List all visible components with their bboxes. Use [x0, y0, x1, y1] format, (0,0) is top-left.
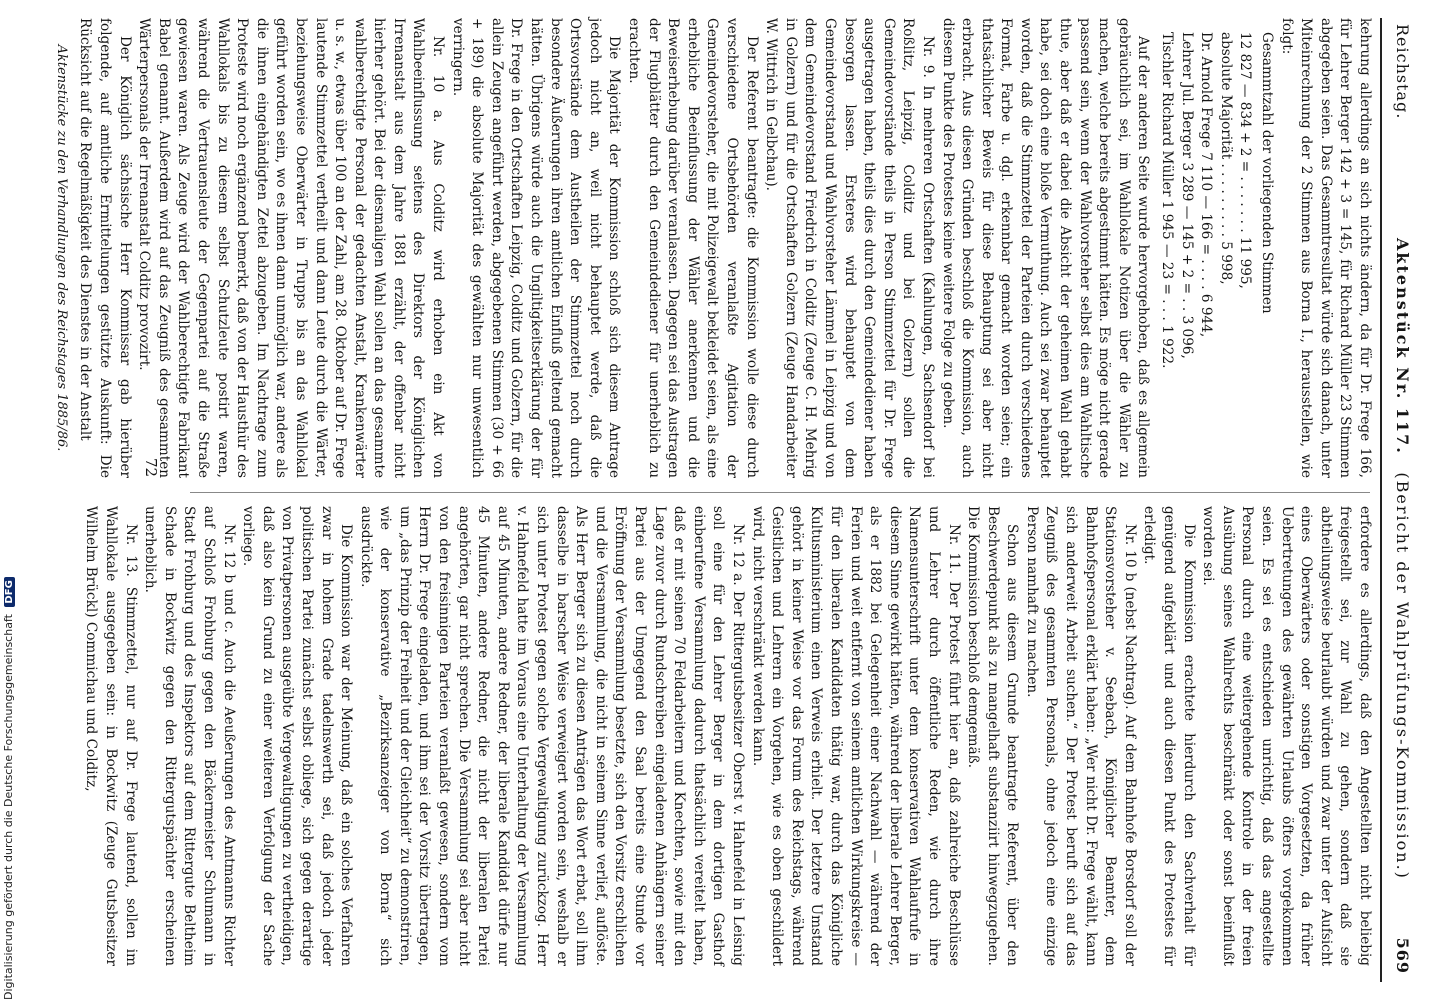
paragraph: kehrung allerdings an sich nichts ändern, da für Dr. Frege 166, für Lehrer Berger 142 + 3 = 145, für Richard Müller 23 Stimmen abgegeben seien. Das Gesammtresultat würde sich danach, unter Miteinrechnung der 2 Stimmen aus Borna I., herausstellen, wie folgt: [1278, 18, 1373, 478]
paragraph: Schon aus diesem Grunde beantragte Referent, über den Beschwerdepunkt als zu mangelhaft substanziirt hinwegzugehen. Die Kommission beschloß demgemäß. [965, 506, 1021, 966]
header-subtitle: (Bericht der Wahlprüfungs-Kommission.) [1393, 472, 1412, 880]
vote-row: Tischler Richard Müller 1 945 — 23 = . . . 1 922. [1159, 32, 1176, 369]
paragraph: Nr. 9. In mehreren Ortschaften (Kahlungen, Sachsendorf bei Roßlitz, Leipzig, Colditz und bei Golzern) sollen die Gemeindevorstände theils in Person Stimmzettel für Dr. Frege ausgetragen haben, theils dies durch den Gemeindediener haben besorgen lassen. Ersteres wird behauptet von dem Gemeindevorstand und Wahlvorsteher Lämmel in Leipzig und von dem Gemeindevorstand Friedrich in Colditz (Zeuge C. H. Mehrig in Golzern) und für die Ortschaften Golzern (Zeuge Handarbeiter W. Wittrich in Gelbchau). [763, 18, 936, 478]
paragraph: erfordere es allerdings, daß den Angestellten nicht beliebig freigestellt sei, zur Wahl zu gehen, sondern daß sie abtheilungsweise beurlaubt würden und zwar unter der Aufsicht eines Oberwärters oder sonstigen Vorgesetzten, da früher Uebertretungen des gewährten Urlaubs öfters vorgekommen seien. Es sei es entschieden unrichtig, daß das angestellte Personal durch eine weitergehende Kontrole in der freien Ausübung seines Wahlrechts beschränkt oder sonst beeinflußt worden sei. [1200, 506, 1373, 966]
paragraph: Nr. 10 a. Aus Colditz wird erhoben ein Akt von Wahlbeeinflussung seitens des Direktors der Königlichen Irrenanstalt aus dem Jahre 1881 erzählt, der offenbar nicht hierher gehört. Bei der diesmaligen Wahl sollen an das gesammte wahlberechtigte Personal der gedachten Anstalt, Krankenwärter u. s. w., etwas über 100 an der Zahl, am 28. Oktober auf Dr. Frege lautende Stimmzettel vertheilt und dann Leute durch die Wärter, beziehungsweise Oberwärter in Trupps bis an das Wahllokal geführt worden sein, wo es ihnen dann unmöglich war, andere als die ihnen eingehändigten Zettel abzugeben. Im Nachtrage zum Proteste wird noch ergänzend bemerkt, daß von der Hausthür des Wahllokals bis zu diesem selbst Schutzleute postirt waren, während die Vertrauensleute der Gegenpartei auf die Straße gewiesen waren. Als Zeuge wird der Wahlberechtigte Fabrikant Babel genannt. Außerdem wird auf das Zeugniß des gesammten Wärterpersonals der Irrenanstalt Colditz provozirt. [136, 18, 447, 478]
paragraph: Nr. 11. Der Protest führt hier an, daß zahlreiche Beschlüsse und Lehrer durch öffentliche Reden, wie durch ihre Namensunterschrift unter dem konservativen Wahlaufrufe in diesem Sinne gewirkt hätten, während der liberale Lehrer Berger, als er 1882 bei Gelegenheit einer Nachwahl — während der Ferien und weit entfernt von seinem amtlichen Wirkungskreise — für den liberalen Kandidaten thätig war, durch das Königliche Kultusministerium einen Verweis erhielt. Der letztere Umstand gehört in keiner Weise vor das Forum des Reichstags, während Geistlichen und Lehrern ein Vorgehen, wie es oben geschildert wird, nicht verschränkt werden kann. [749, 506, 962, 966]
paragraph: Der Königlich sächsische Herr Kommissar gab hierüber folgende, auf amtliche Ermittelungen gestützte Auskunft: Die Rücksicht auf die Regelmäßigkeit des Dienstes in der Anstalt [77, 18, 133, 478]
paragraph: Nr. 13. Stimmzettel, nur auf Dr. Frege lautend, sollen im Wahllokale ausgegeben sein: in Bockwitz (Zeuge Gutsbesitzer Wilhelm Brückl) Commichau und Colditz, [83, 506, 139, 966]
paragraph: Der Referent beantragte: die Kommission wolle diese durch verschiedene Ortsbehörden veranlaßte Agitation der Gemeindevorsteher, die mit Polizeigewalt bekleidet seien, als eine erhebliche Beeinflussung der Wähler anerkennen und die Beweiserhebung darüber veranlassen. Dagegen sei das Austragen der Flugblätter durch den Gemeindediener für unerheblich zu erachten. [626, 18, 760, 478]
digitization-text: Digitalisierung gefördert durch die Deutsche Forschungsgemeinschaft [2, 614, 15, 1000]
dfg-logo: DFG [4, 577, 15, 606]
page-header [1384, 18, 1418, 982]
paragraph: Nr. 10 b (nebst Nachtrag). Auf dem Bahnhofe Borsdorf soll der Stationsvorsteher v. Seebach, Königlicher Beamter, dem Bahnhofspersonal erklärt haben: „Wer nicht Dr. Frege wählt, kann sich anderweit Arbeit suchen.“ Der Protest beruft sich auf das Zeugniß des gesammten Personals, ohne jedoch eine einzige Person namhaft zu machen. [1023, 506, 1138, 966]
header-left: Reichstag. [1393, 24, 1412, 120]
paragraph: Gesammtzahl der vorliegenden Stimmen [1259, 32, 1276, 314]
column-rule [190, 492, 1370, 493]
page-number: 72 [142, 458, 160, 478]
header-title: Aktenstück Nr. 117. [1393, 238, 1412, 455]
header-center [1393, 238, 1412, 880]
vote-row: Dr. Arnold Frege 7 110 — 166 = . . . . 6 944, [1198, 32, 1215, 338]
paragraph: Die Kommission erachtete hierdurch den Sachverhalt für genügend aufgeklärt und auch diesen Punkt des Protestes für erledigt. [1141, 506, 1197, 966]
paragraph: Nr. 12 b und c. Auch die Aeußerungen des Amtmanns Richter auf Schloß Frohburg gegen den Bäckermeister Schumann in Stadt Frohburg und des Inspektors auf dem Rittergute Beltheim Schade in Bockwitz gegen den Rittergutspächter erscheinen unerheblich. [142, 506, 237, 966]
right-column [83, 506, 1374, 966]
vote-table [1156, 18, 1254, 478]
paragraph: Auf der anderen Seite wurde hervorgehoben, daß es allgemein gebräuchlich sei, im Wahllokale Notizen über die Wähler zu machen, welche bereits abgestimmt hätten. Es möge nicht gerade passend sein, wenn der Wahlvorsteher selbst dies am Wahltische thue, aber daß er dabei die Absicht der geheimen Wahl gehabt habe, sei doch eine bloße Vermuthung. Auch sei zwar behauptet worden, daß die Stimmzettel der Parteien durch verschiedenes Format, Farbe u. dgl. erkennbar gemacht worden seien; ein thatsächlicher Beweis für diese Behauptung sei aber nicht erbracht. Aus diesen Gründen beschloß die Kommission, auch diesem Punkte des Protestes keine weitere Folge zu geben. [939, 18, 1152, 478]
vote-row: Lehrer Jul. Berger 3 289 — 145 + 2 = . . 3 096, [1178, 32, 1195, 359]
vote-row: absolute Majorität . . . . . . . . . 5 998, [1217, 32, 1234, 285]
header-rule [1380, 18, 1382, 982]
rotated-document [53, 18, 1418, 982]
digitization-credit [2, 577, 15, 1000]
paragraph: Die Kommission war der Meinung, daß ein solches Verfahren zwar in hohem Grade tadelnswerth sei, daß jedoch jeder politischen Partei zunächst selbst obliege, sich gegen derartige von Privatpersonen ausgeübte Vergewaltigungen zu vertheidigen, daß also kein Grund zu einer weiteren Verfolgung der Sache vorliege. [240, 506, 355, 966]
paragraph: Nr. 12 a. Der Rittergutsbesitzer Oberst v. Hahnefeld in Leisnig soll eine für den Lehrer Berger in dem dortigen Gasthof einberufene Versammlung dadurch thatsächlich vereitelt haben, daß er mit seinen 70 Feldarbeitern und Knechten, sowie mit den Lage zuvor durch Rundschreiben eingeladenen Anhängern seiner Partei aus der Umgegend den Saal bereits eine Stunde vor Eröffnung der Versammlung besetzte, sich den Vorsitz erschlichen und die Versammlung, die nicht in seinem Sinne verlief, auflöste. Als Herr Berger sich zu diesen Anträgen das Wort erbat, soll ihm dasselbe in barscher Weise verweigert worden sein, weshalb er sich unter Protest gegen solche Vergewaltigung zurückzog. Herr v. Hahnefeld hatte im Voraus eine Unterhaltung der Versammlung auf 45 Minuten, andere Redner, der liberale Kandidat dürfe nur 45 Minuten, andere Redner, die nicht der liberalen Partei angehörten, gar nicht sprechen. Die Versammlung sei aber nicht von den freisinnigen Parteien veranlaßt gewesen, sondern vom Herrn Dr. Frege eingeladen, und ihm sei der Vorsitz übertragen, um „das Prinzip der Freiheit und der Gleichheit“ zu demonstriren, wie der konservative „Bezirksanzeiger von Borna“ sich ausdrückte. [357, 506, 746, 966]
footer-note: Aktenstücke zu den Verhandlungen des Reichstages 1885/86. [53, 44, 69, 452]
header-page-number: 569 [1393, 937, 1412, 974]
paragraph: Die Majorität der Kommission schloß sich diesem Antrage jedoch nicht an, weil nicht behauptet werde, daß die Ortsvorstände dem Austheilen der Stimmzettel noch durch besondere Äußerungen ihren amtlichen Einfluß geltend gemacht hätten. Übrigens würde auch die Ungiltigkeitserklärung der für Dr. Frege in den Ortschaften Leipzig, Colditz und Golzern, für die allein Zeugen angeführt werden, abgegebenen Stimmen (30 + 66 + 189) die absolute Majorität des gewählten nur unwesentlich verringern. [449, 18, 623, 478]
vote-row: 12 827 — 834 + 2 = . . . . . . . 11 995, [1237, 32, 1254, 289]
